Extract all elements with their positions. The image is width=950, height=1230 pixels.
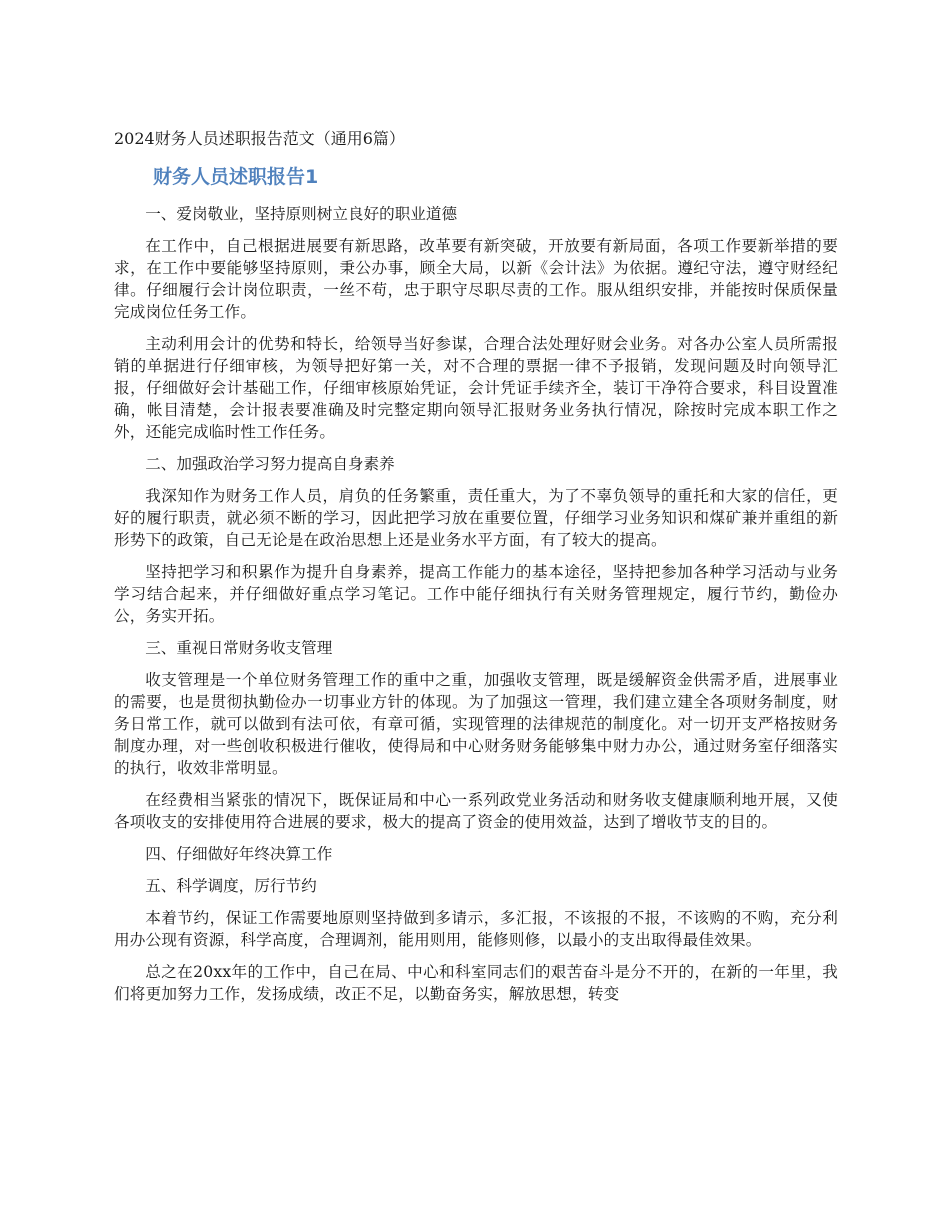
paragraph: 主动利用会计的优势和特长，给领导当好参谋，合理合法处理好财会业务。对各办公室人员所需报销的单据进行仔细审核，为领导把好第一关，对不合理的票据一律不予报销，发现问题及时向领导汇报，仔细做好会计基础工作，仔细审核原始凭证，会计凭证手续齐全，装订干净符合要求，科目设置准确，帐目清楚，会计报表要准确及时完整定期向领导汇报财务业务执行情况，除按时完成本职工作之外，还能完成临时性工作任务。 [114, 335, 838, 441]
paragraph: 坚持把学习和积累作为提升自身素养，提高工作能力的基本途径，坚持把参加各种学习活动与业务学习结合起来，并仔细做好重点学习笔记。工作中能仔细执行有关财务管理规定，履行节约，勤俭办公，务实开拓。 [114, 563, 838, 625]
paragraph: 在工作中，自己根据进展要有新思路，改革要有新突破，开放要有新局面，各项工作要新举措的要求，在工作中要能够坚持原则，秉公办事，顾全大局，以新《会计法》为依据。遵纪守法，遵守财经纪律。仔细履行会计岗位职责，一丝不苟，忠于职守尽职尽责的工作。服从组织安排，并能按时保质保量完成岗位任务工作。 [114, 237, 838, 321]
subheading: 四、仔细做好年终决算工作 [145, 845, 333, 863]
subheading: 一、爱岗敬业，坚持原则树立良好的职业道德 [145, 205, 458, 223]
paragraph: 本着节约，保证工作需要地原则坚持做到多请示，多汇报，不该报的不报，不该购的不购，充分利用办公现有资源，科学高度，合理调剂，能用则用，能修则修，以最小的支出取得最佳效果。 [114, 909, 838, 949]
section-heading: 财务人员述职报告1 [153, 166, 319, 188]
paragraph: 总之在20xx年的工作中，自己在局、中心和科室同志们的艰苦奋斗是分不开的，在新的一年里，我们将更加努力工作，发扬成绩，改正不足，以勤奋务实，解放思想，转变 [114, 963, 838, 1003]
document-body [114, 203, 838, 1015]
subheading: 三、重视日常财务收支管理 [145, 639, 333, 657]
document-title: 2024财务人员述职报告范文（通用6篇） [114, 129, 405, 148]
paragraph: 在经费相当紧张的情况下，既保证局和中心一系列政党业务活动和财务收支健康顺利地开展，又使各项收支的安排使用符合进展的要求，极大的提高了资金的使用效益，达到了增收节支的目的。 [114, 791, 838, 831]
paragraph: 我深知作为财务工作人员，肩负的任务繁重，责任重大，为了不辜负领导的重托和大家的信任，更好的履行职责，就必须不断的学习，因此把学习放在重要位置，仔细学习业务知识和煤矿兼并重组的新形势下的政策，自己无论是在政治思想上还是业务水平方面，有了较大的提高。 [114, 487, 838, 549]
subheading: 五、科学调度，厉行节约 [145, 877, 317, 895]
paragraph: 收支管理是一个单位财务管理工作的重中之重，加强收支管理，既是缓解资金供需矛盾，进展事业的需要，也是贯彻执勤俭办一切事业方针的体现。为了加强这一管理，我们建立建全各项财务制度，财务日常工作，就可以做到有法可依，有章可循，实现管理的法律规范的制度化。对一切开支严格按财务制度办理，对一些创收积极进行催收，使得局和中心财务财务能够集中财力办公，通过财务室仔细落实的执行，收效非常明显。 [114, 671, 838, 777]
subheading: 二、加强政治学习努力提高自身素养 [145, 455, 395, 473]
